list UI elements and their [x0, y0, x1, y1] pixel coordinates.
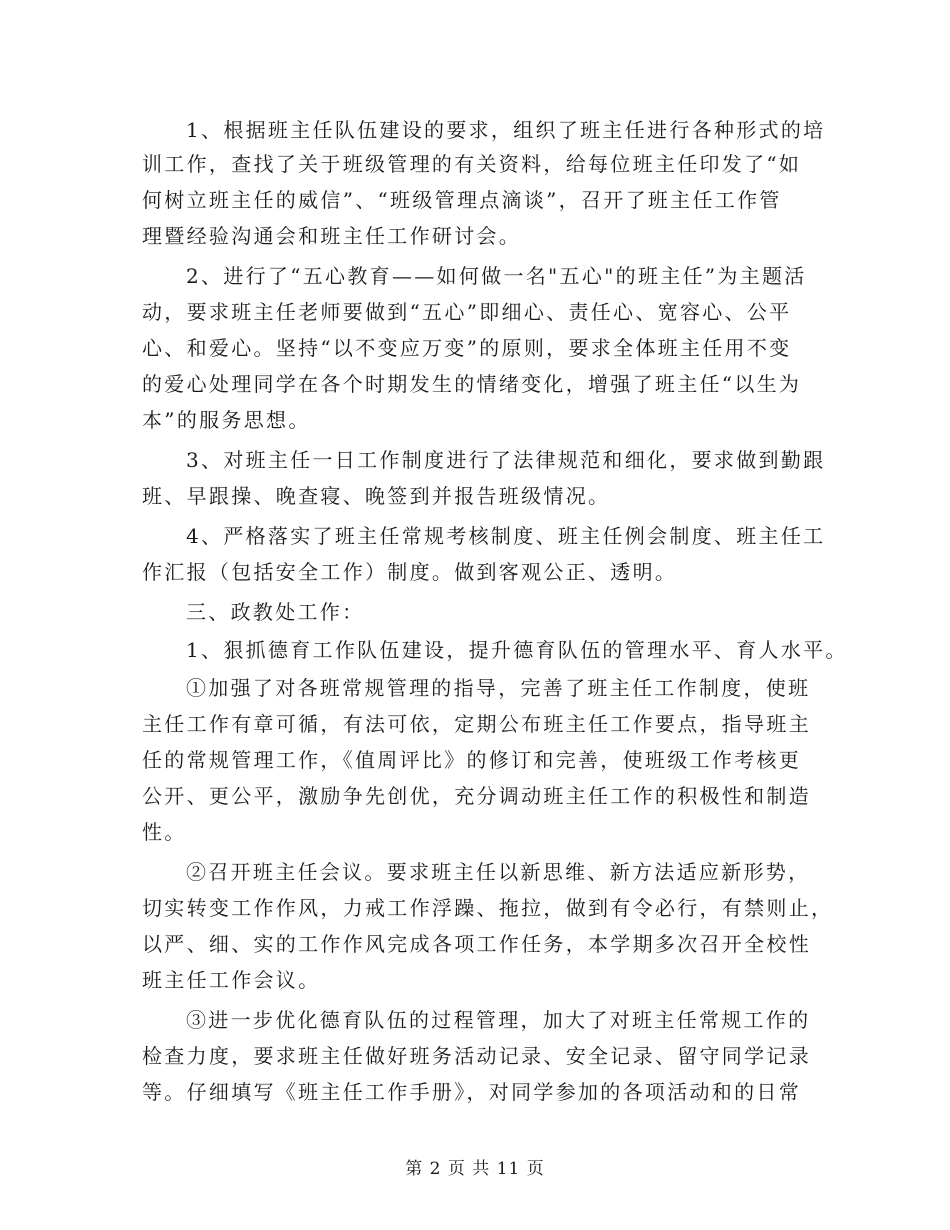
text-line: 何树立班主任的威信”、“班级管理点滴谈”，召开了班主任工作管 [142, 188, 782, 212]
text-line: 的爱心处理同学在各个时期发生的情绪变化，增强了班主任“以生为 [142, 372, 802, 396]
text-line: 1、根据班主任队伍建设的要求，组织了班主任进行各种形式的培 [186, 118, 826, 142]
text-line: 2、进行了“五心教育——如何做一名"五心"的班主任”为主题活 [186, 264, 807, 288]
text-line: ③进一步优化德育队伍的过程管理，加大了对班主任常规工作的 [186, 1008, 811, 1032]
text-line: 以严、细、实的工作作风完成各项工作任务，本学期多次召开全校性 [142, 932, 811, 956]
text-line: 性。 [142, 820, 187, 844]
text-line: 切实转变工作作风，力戒工作浮躁、拖拉，做到有令必行，有禁则止， [142, 896, 834, 920]
text-line: 心、和爱心。坚持“以不变应万变”的原则，要求全体班主任用不变 [142, 336, 792, 360]
text-line: 4、严格落实了班主任常规考核制度、班主任例会制度、班主任工 [186, 524, 826, 548]
text-line: 训工作，查找了关于班级管理的有关资料，给每位班主任印发了“如 [142, 152, 802, 176]
page-number-footer: 第 2 页 共 11 页 [405, 1159, 545, 1179]
text-line: 检查力度，要求班主任做好班务活动记录、安全记录、留守同学记录 [142, 1044, 811, 1068]
text-line: 1、狠抓德育工作队伍建设，提升德育队伍的管理水平、育人水平。 [186, 638, 848, 662]
text-line: 理暨经验沟通会和班主任工作研讨会。 [142, 224, 522, 248]
text-line: 任的常规管理工作，《值周评比》的修订和完善，使班级工作考核更 [142, 748, 801, 772]
text-line: 作汇报（包括安全工作）制度。做到客观公正、透明。 [142, 560, 678, 584]
text-line: 3、对班主任一日工作制度进行了法律规范和细化，要求做到勤跟 [186, 448, 826, 472]
text-line: 班主任工作会议。 [142, 968, 321, 992]
text-line: 等。仔细填写《班主任工作手册》，对同学参加的各项活动和的日常 [142, 1080, 801, 1104]
section-heading: 三、政教处工作： [186, 600, 365, 624]
text-line: 本”的服务思想。 [142, 408, 311, 432]
text-line: 公开、更公平，激励争先创优，充分调动班主任工作的积极性和制造 [142, 784, 811, 808]
text-line: ①加强了对各班常规管理的指导，完善了班主任工作制度，使班 [186, 676, 811, 700]
text-line: 动，要求班主任老师要做到“五心”即细心、责任心、宽容心、公平 [142, 300, 792, 324]
text-line: 班、早跟操、晚查寝、晚签到并报告班级情况。 [142, 484, 611, 508]
text-line: ②召开班主任会议。要求班主任以新思维、新方法适应新形势， [186, 860, 811, 884]
text-line: 主任工作有章可循，有法可依，定期公布班主任工作要点，指导班主 [142, 712, 811, 736]
